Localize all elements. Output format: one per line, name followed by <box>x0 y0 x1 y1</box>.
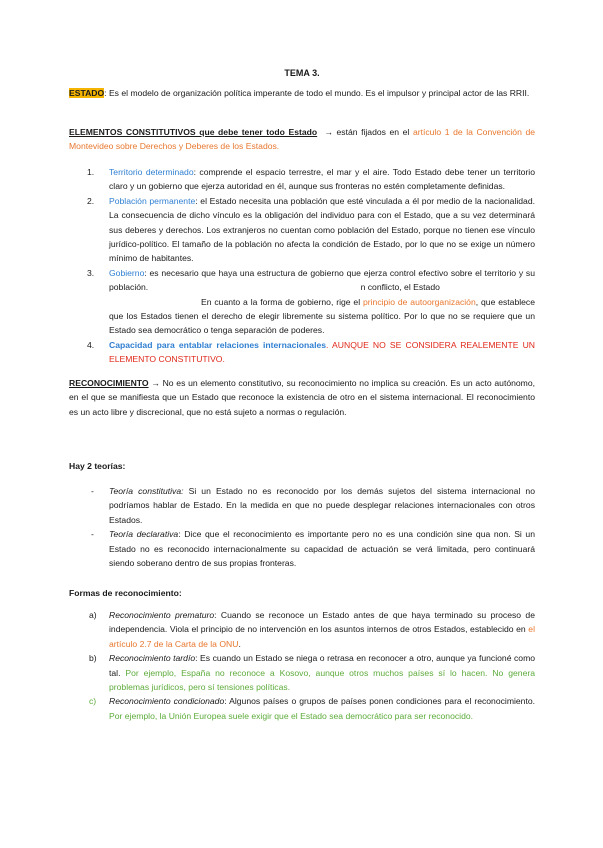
estado-term: ESTADO <box>69 88 105 98</box>
item-text: . AUNQUE NO SE CONSIDERA REALEMENTE UN ELEMENTO CONSTITUTIVO. <box>109 339 535 365</box>
teorias-heading: Hay 2 teorías: <box>69 461 126 471</box>
arrow-icon: → <box>151 378 160 388</box>
item-term: Gobierno <box>109 267 145 278</box>
item-highlight: el artículo 2.7 de la Carta de la ONU <box>109 624 535 649</box>
item-term: Reconocimiento prematuro <box>109 610 215 620</box>
reconocimiento-heading: RECONOCIMIENTO <box>69 378 149 388</box>
item-text: : Dice que el reconocimiento es importante pero no es una condición sine qua non. Si un Estado no es reconocido internacionalmente su capacidad de actuación se verá limitada, pero continuará siendo soberano dentro de sus propias fronteras. <box>109 529 535 569</box>
elementos-list <box>69 165 535 367</box>
list-item <box>69 651 535 694</box>
teorias-list <box>69 484 535 570</box>
item-term: Teoría constitutiva: <box>109 486 184 496</box>
item-term: Reconocimiento tardío <box>109 653 196 664</box>
list-number: 1. <box>87 167 95 177</box>
list-letter: c) <box>89 696 97 707</box>
list-bullet: - <box>91 529 94 540</box>
list-letter: a) <box>89 610 97 620</box>
item-text: : Cuando se reconoce un Estado antes de que haya terminado su proceso de independencia. Viola el principio de no intervención en los asuntos internos de otros Estados, establecido en <box>109 610 535 635</box>
item-text: Si un Estado no es reconocido por los demás sujetos del sistema internacional no podríamos hablar de Estado. En la medida en que no puede desplegar relaciones internacionales con otros Estados. <box>109 486 535 525</box>
list-number: 4. <box>87 339 95 350</box>
item-tail: . <box>238 638 241 649</box>
elementos-highlight: artículo 1 de la Convención de Montevideo sobre Derechos y Deberes de los Estados. <box>69 127 536 152</box>
item-text: : comprende el espacio terrestre, el mar y el aire. Todo Estado debe tener un territorio claro y un gobierno que ejerza autoridad en él, aunque sus fronteras no estén completamente definidas. <box>109 167 535 192</box>
estado-text: : Es el modelo de organización política imperante de todo el mundo. Es el impulsor y principal actor de las RRII. <box>104 88 530 98</box>
reconocimiento-paragraph <box>69 376 535 419</box>
list-number: 2. <box>87 195 95 206</box>
item-highlight: Por ejemplo, la Unión Europea suele exigir que el Estado sea democrático para ser reconocido. <box>109 710 474 721</box>
reconocimiento-text: No es un elemento constitutivo, su reconocimiento no implica su creación. Es un acto autónomo, en el que se manifiesta que un Estado que reconoce la existencia de otro en el sistema internacional. El reconocimiento es un acto libre y discrecional, que no está sujeto a normas o regulación. <box>69 378 535 417</box>
list-item <box>69 484 535 527</box>
page-title: TEMA 3. <box>284 68 320 78</box>
item-text: : es necesario que haya una estructura de gobierno que ejerza control efectivo sobre el territorio y su población. <box>109 267 535 293</box>
redacted-area <box>151 280 361 290</box>
item-highlight: Por ejemplo, España no reconoce a Kosovo, aunque otros muchos países sí lo hacen. No genera problemas jurídicos, pero sí tensiones políticas. <box>109 667 536 693</box>
item-text: : el Estado necesita una población que esté vinculada a él por medio de la nacionalidad. La consecuencia de dicho vínculo es la obligación del individuo para con el Estado, que a su vez determinará sus deberes y derechos. Los extranjeros no cuentan como población del Estado, porque no tienen ese vínculo jurídico-político. El tamaño de la población no afecta la condición de Estado, por lo que no se exige un número mínimo de habitantes. <box>109 195 535 264</box>
item-term: Reconocimiento condicionado <box>109 696 225 707</box>
item-text-partial: n conflicto, el Estado <box>360 282 440 293</box>
arrow-icon: → <box>324 127 333 137</box>
elementos-paragraph <box>69 125 535 154</box>
list-item <box>69 165 535 194</box>
item-text: : Es cuando un Estado se niega o retrasa en reconocer a otro, aunque ya funcioné como tal. <box>109 653 536 678</box>
list-item <box>69 266 535 338</box>
elementos-text: están fijados en el <box>332 127 413 137</box>
item-highlight: principio de autoorganización <box>362 296 476 307</box>
list-item <box>69 527 535 570</box>
item-term: Población permanente <box>109 195 196 206</box>
item-text: : Algunos países o grupos de países ponen condiciones para el reconocimiento. <box>224 696 536 707</box>
list-number: 3. <box>87 267 95 278</box>
list-item <box>69 194 535 266</box>
list-bullet: - <box>91 486 94 496</box>
estado-paragraph <box>69 86 535 100</box>
list-letter: b) <box>89 653 97 664</box>
formas-list <box>69 608 535 723</box>
item-text: En cuanto a la forma de gobierno, rige el <box>201 296 363 307</box>
item-term: Territorio determinado <box>109 167 194 177</box>
list-item <box>69 338 535 367</box>
formas-heading: Formas de reconocimiento: <box>69 588 182 598</box>
list-item <box>69 608 535 651</box>
item-text: , que establece que los Estados tienen el derecho de elegir libremente su sistema político. Por lo que no se requiere que un Estado sea democrático o tenga separación de poderes. <box>109 296 536 336</box>
item-term: Teoría declarativa <box>109 529 179 540</box>
list-item <box>69 694 535 723</box>
elementos-heading: ELEMENTOS CONSTITUTIVOS que debe tener todo Estado <box>69 127 318 137</box>
item-term: Capacidad para entablar relaciones internacionales <box>109 339 327 350</box>
